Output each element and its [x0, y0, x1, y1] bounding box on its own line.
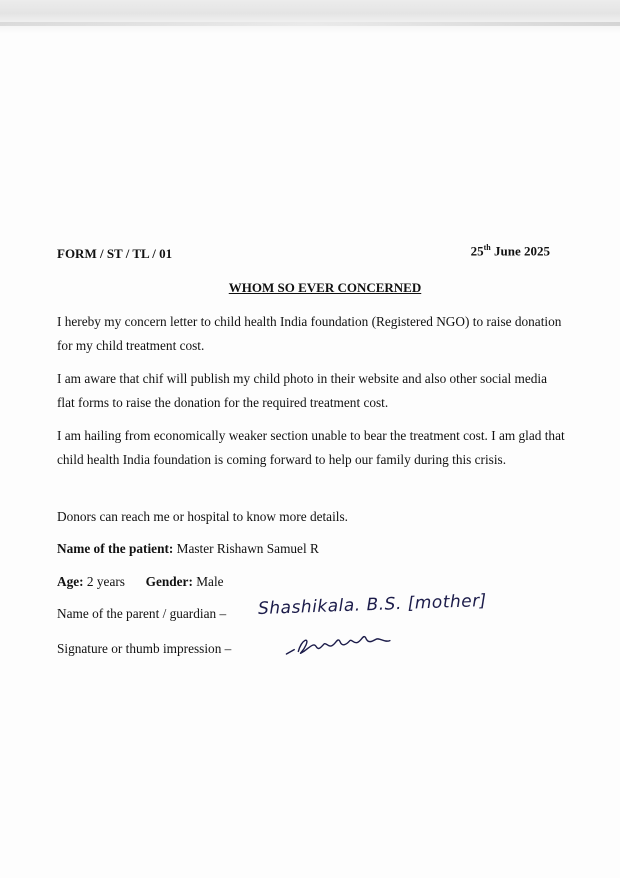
parent-label: Name of the parent / guardian – — [57, 606, 227, 621]
age-value: 2 years — [86, 574, 125, 589]
document-date — [471, 243, 550, 259]
paragraph-3: I am hailing from economically weaker section unable to bear the treatment cost. I am glad that child health India foundation is coming forward to help our family during this crisis. — [57, 428, 565, 467]
gender-label: Gender: — [145, 574, 193, 589]
parent-line — [57, 606, 226, 622]
date-suffix: th — [483, 243, 491, 252]
date-day: 25 — [470, 243, 484, 259]
scan-top-edge — [0, 0, 620, 34]
paragraph-2: I am aware that chif will publish my child photo in their website and also other social media flat forms to raise the donation for the required treatment cost. — [57, 371, 548, 410]
patient-label: Name of the patient: — [57, 541, 174, 556]
signature-scribble-icon — [283, 628, 404, 660]
signature-mark — [283, 628, 404, 660]
parent-handwritten-name: Shashikala. B.S. [mother] — [257, 591, 488, 619]
date-rest: June 2025 — [494, 243, 550, 259]
patient-value: Master Rishawn Samuel R — [176, 541, 319, 556]
form-id: FORM / ST / TL / 01 — [57, 246, 173, 261]
age-label: Age: — [57, 574, 84, 589]
patient-name-line — [57, 541, 319, 557]
signature-line — [57, 641, 231, 657]
age-gender-line — [57, 574, 224, 590]
gender-value: Male — [196, 574, 224, 589]
paragraph-4: Donors can reach me or hospital to know more details. — [57, 509, 348, 524]
paragraph-1: I hereby my concern letter to child health India foundation (Registered NGO) to raise donation for my child treatment cost. — [57, 314, 562, 353]
signature-label: Signature or thumb impression – — [57, 641, 232, 656]
letter-heading: WHOM SO EVER CONCERNED — [228, 280, 422, 295]
